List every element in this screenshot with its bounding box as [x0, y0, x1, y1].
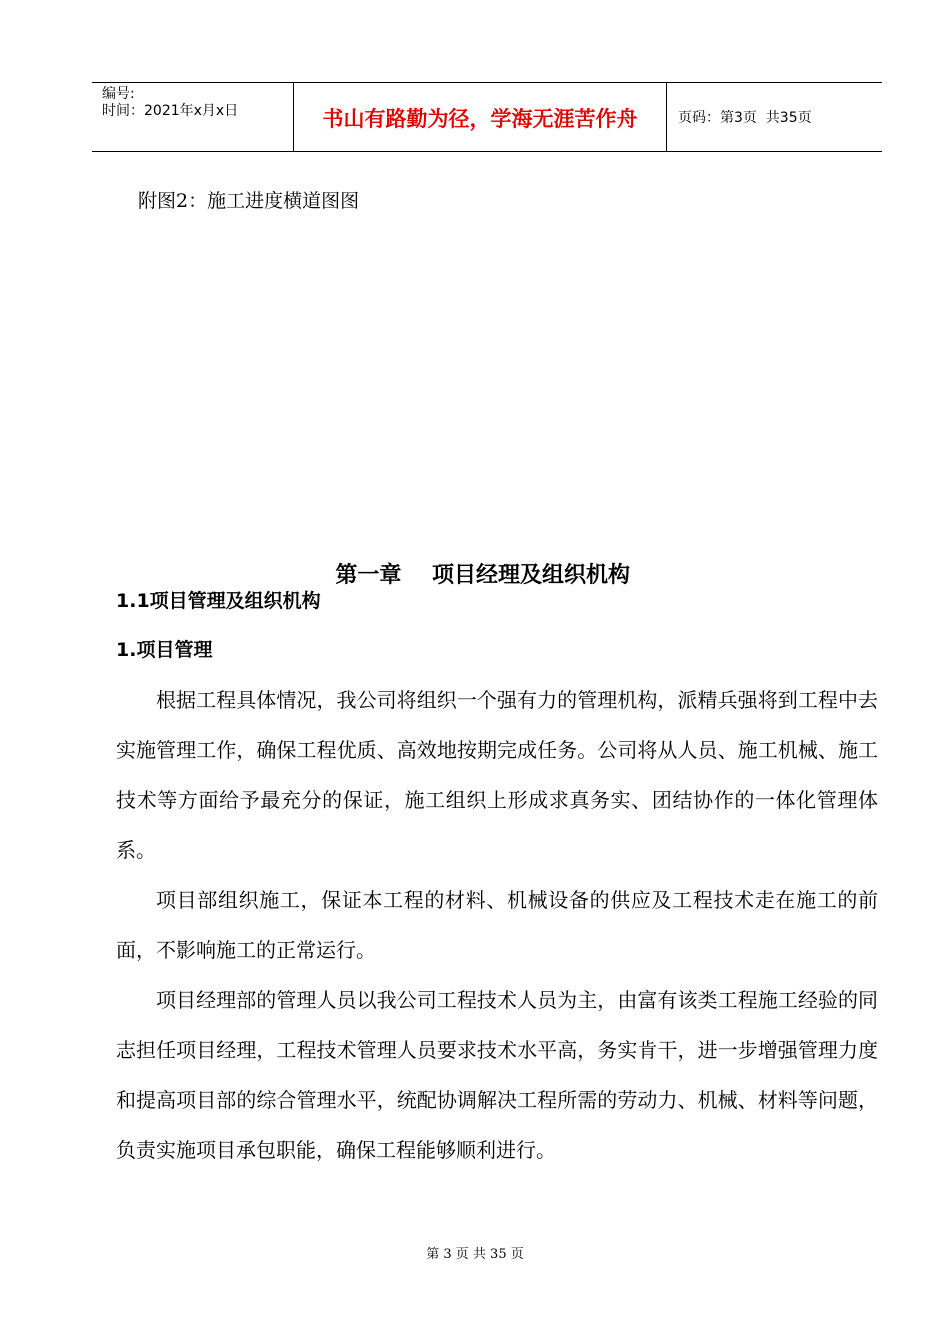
- paragraph: 项目部组织施工，保证本工程的材料、机械设备的供应及工程技术走在施工的前面，不影响施工的正常运行。: [116, 888, 878, 962]
- subsection-title: 1.项目管理: [116, 639, 213, 661]
- figure-caption: 附图2：施工进度横道图图: [138, 190, 360, 212]
- header-motto: 书山有路勤为径，学海无涯苦作舟: [294, 83, 667, 151]
- page-footer: 第 3 页 共 35 页: [426, 1247, 524, 1262]
- paragraph: 项目经理部的管理人员以我公司工程技术人员为主，由富有该类工程施工经验的同志担任项目经理，工程技术管理人员要求技术水平高，务实肯干，进一步增强管理力度和提高项目部的综合管理水平，统配协调解决工程所需的劳动力、机械、材料等问题，负责实施项目承包职能，确保工程能够顺利进行。: [116, 988, 878, 1162]
- document-time-label: 时间：2021年x月x日: [102, 103, 239, 119]
- page-header: [92, 82, 882, 152]
- header-page-cell: [667, 83, 882, 151]
- paragraph: 根据工程具体情况，我公司将组织一个强有力的管理机构，派精兵强将到工程中去实施管理工作，确保工程优质、高效地按期完成任务。公司将从人员、施工机械、施工技术等方面给予最充分的保证，施工组织上形成求真务实、团结协作的一体化管理体系。: [116, 688, 878, 862]
- chapter-title: [0, 533, 950, 589]
- document-number-label: 编号:: [102, 86, 135, 102]
- body-text: [116, 675, 878, 1175]
- header-meta-cell: [92, 83, 294, 151]
- chapter-title-text: 第一章 项目经理及组织机构: [335, 563, 630, 588]
- header-page-label: 页码：第3页 共35页: [678, 110, 812, 126]
- section-title: 1.1项目管理及组织机构: [116, 590, 321, 612]
